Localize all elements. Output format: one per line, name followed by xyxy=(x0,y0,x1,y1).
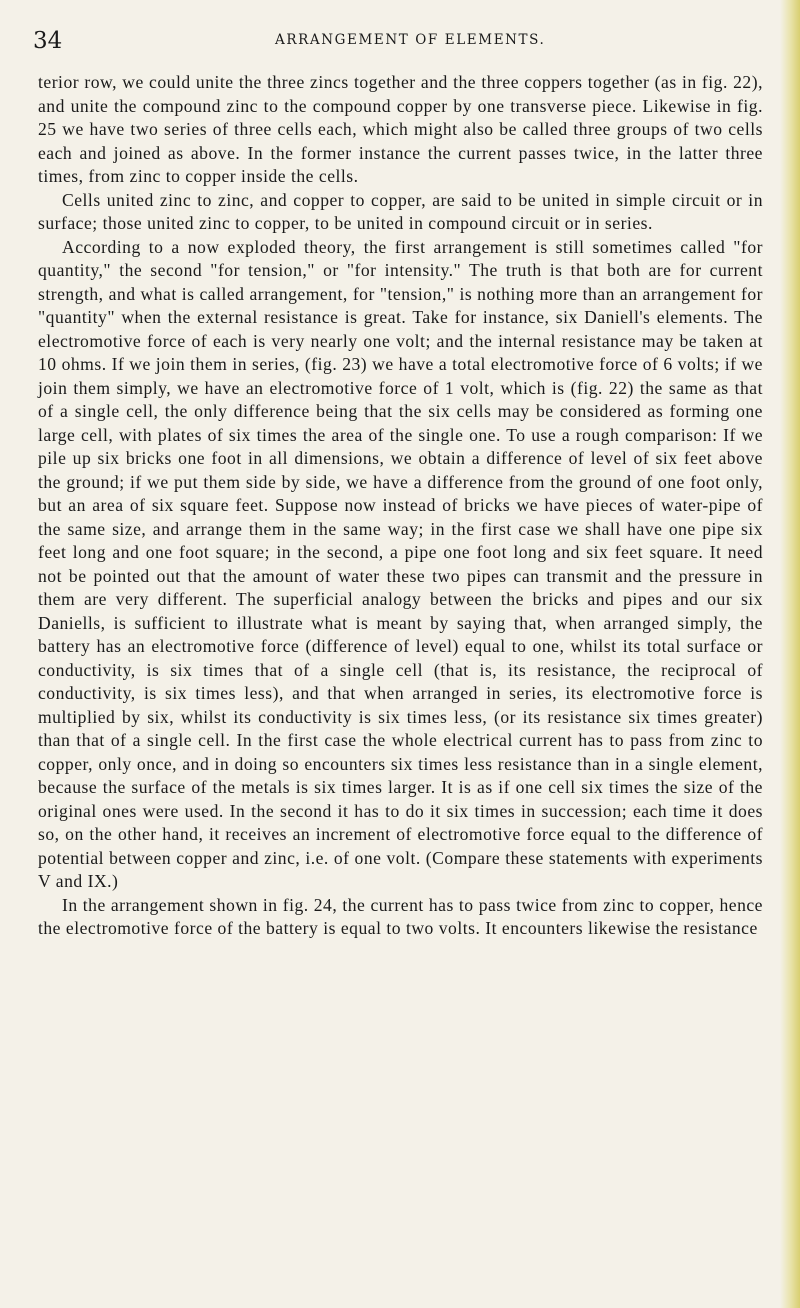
paragraph-fig-24: In the arrangement shown in fig. 24, the current has to pass twice from zinc to copper, hence the electromotive force of the battery is equal to two volts. It encounters likewise the resistance xyxy=(38,894,763,938)
page-header xyxy=(0,24,800,54)
body-text xyxy=(38,71,763,941)
page-number: 34 xyxy=(33,28,63,54)
running-head: ARRANGEMENT OF ELEMENTS. xyxy=(275,32,546,48)
paragraph-continuation: terior row, we could unite the three zincs together and the three coppers together (as in fig. 22), and unite the compound zinc to the compound copper by one transverse piece. Likewise in fig. 25 we have two series of three cells each, which might also be called three groups of two cells each and joined as above. In the former instance the current passes twice, in the latter three times, from zinc to copper inside the cells. xyxy=(38,72,763,186)
page-edge-tint xyxy=(780,0,800,1308)
paragraph-exploded-theory: According to a now exploded theory, the first arrangement is still sometimes called "for quantity," the second "for tension," or "for intensity." The truth is that both are for current strength, and what is called arrangement, for "tension," is nothing more than an arrangement for "quantity" when the external resistance is great. Take for instance, six Daniell's elements. The electromotive force of each is very nearly one volt; and the internal resistance may be taken at 10 ohms. If we join them in series, (fig. 23) we have a total electromotive force of 6 volts; if we join them simply, we have an electromotive force of 1 volt, which is (fig. 22) the same as that of a single cell, the only difference being that the six cells may be considered as forming one large cell, with plates of six times the area of the single one. To use a rough comparison: If we pile up six bricks one foot in all dimensions, we obtain a difference of level of six feet above the ground; if we put them side by side, we have a difference from the ground of one foot only, but an area of six square feet. Suppose now instead of bricks we have pieces of water-pipe of the same size, and arrange them in the same way; in the first case we shall have one pipe six feet long and one foot square; in the second, a pipe one foot long and six feet square. It need not be pointed out that the amount of water these two pipes can transmit and the pressure in them are very different. The superficial analogy between the bricks and pipes and our six Daniells, is sufficient to illustrate what is meant by saying that, when arranged simply, the battery has an electromotive force (difference of level) equal to one, whilst its total surface or conductivity, is six times that of a single cell (that is, its resistance, the reciprocal of conductivity, is six times less), and that when arranged in series, its electromotive force is multiplied by six, whilst its conductivity is six times less, (or its resistance six times greater) than that of a single cell. In the first case the whole electrical current has to pass from zinc to copper, only once, and in doing so encounters six times less resistance than in a single element, because the surface of the metals is six times larger. It is as if one cell six times the size of the original ones were used. In the second it has to do it six times in succession; each time it does so, on the other hand, it receives an increment of electromotive force equal to the difference of potential between copper and zinc, i.e. of one volt. (Compare these statements with experiments V and IX.) xyxy=(38,236,763,891)
paragraph-circuit-definitions: Cells united zinc to zinc, and copper to copper, are said to be united in simple circuit or in surface; those united zinc to copper, to be united in compound circuit or in series. xyxy=(38,189,763,233)
